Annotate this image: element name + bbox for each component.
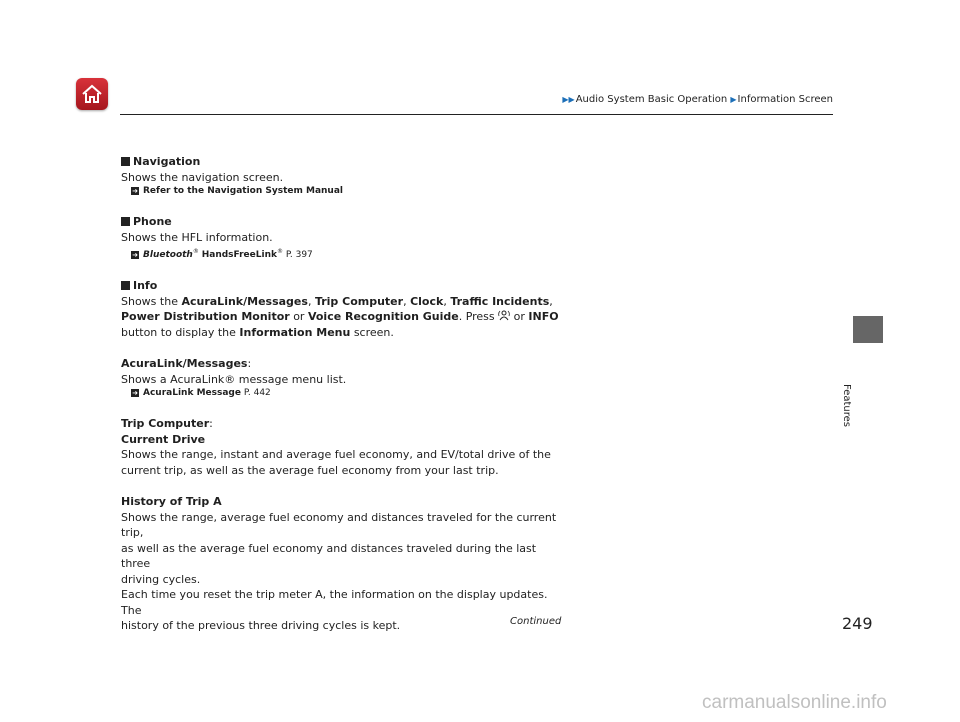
phone-description: Shows the HFL information. — [121, 230, 273, 244]
page-content — [121, 154, 561, 634]
history-text-5: history of the previous three driving cycles is kept. — [121, 619, 401, 632]
section-title-navigation — [121, 154, 561, 170]
current-drive-text-2: current trip, as well as the average fuel economy from your last trip. — [121, 463, 499, 477]
header-divider — [120, 114, 833, 115]
chapter-tab-label: Features — [841, 384, 852, 427]
reference-italic-text: Bluetooth — [143, 250, 193, 260]
reference-arrow-icon: ➜ — [132, 389, 138, 397]
history-trip-a-heading: History of Trip A — [121, 495, 222, 508]
phone-reference-link[interactable]: ➜ Bluetooth® HandsFreeLink® P. 397 — [132, 248, 313, 260]
trip-computer-heading: Trip Computer: — [121, 417, 213, 430]
breadcrumb-arrow-icon: ▶ — [730, 95, 737, 104]
section-title-text: Info — [133, 279, 158, 292]
navigation-reference-link[interactable] — [121, 185, 561, 198]
history-text-1: Shows the range, average fuel economy and distances traveled for the current trip, — [121, 510, 557, 539]
current-drive-heading: Current Drive — [121, 432, 206, 446]
reference-page: P. 397 — [285, 250, 313, 260]
history-text-4: Each time you reset the trip meter A, the information on the display updates. The — [121, 588, 548, 617]
navigation-description: Shows the navigation screen. — [121, 170, 284, 184]
info-description: Shows the AcuraLink/Messages, Trip Computer, Clock, Traffic Incidents, Power Distribution Monitor or Voice Recognition Guide. Press or INFO button to display the Information Menu screen. — [121, 294, 559, 339]
bullet-square-icon — [121, 157, 130, 166]
section-title-info — [121, 278, 561, 294]
reference-text: Refer to the Navigation System Manual — [143, 186, 343, 196]
acuralink-description: Shows a AcuraLink® message menu list. — [121, 372, 347, 386]
breadcrumb-item-audio[interactable]: Audio System Basic Operation — [575, 94, 728, 105]
bullet-square-icon — [121, 281, 130, 290]
bullet-square-icon — [121, 217, 130, 226]
section-title-phone — [121, 214, 561, 230]
breadcrumb — [562, 94, 833, 105]
home-icon — [81, 84, 103, 104]
history-text-2: as well as the average fuel economy and distances traveled during the last three — [121, 541, 537, 570]
current-drive-text-1: Shows the range, instant and average fuel economy, and EV/total drive of the — [121, 448, 551, 461]
reference-page: P. 442 — [243, 388, 271, 398]
reference-text: HandsFreeLink — [201, 250, 277, 260]
acuralink-heading: AcuraLink/Messages: — [121, 357, 252, 370]
section-title-text: Phone — [133, 215, 172, 228]
page-number: 249 — [842, 614, 873, 633]
reference-arrow-icon: ➜ — [132, 187, 138, 195]
reference-text: AcuraLink Message — [143, 388, 241, 398]
talk-button-icon — [498, 310, 510, 321]
continued-label: Continued — [510, 616, 562, 627]
history-text-3: driving cycles. — [121, 572, 201, 586]
breadcrumb-arrow-icon: ▶▶ — [562, 95, 575, 104]
breadcrumb-item-info-screen[interactable]: Information Screen — [737, 94, 833, 105]
home-button[interactable] — [76, 78, 108, 110]
reference-arrow-icon: ➜ — [132, 251, 138, 259]
acuralink-reference-link[interactable] — [121, 387, 561, 400]
chapter-tab[interactable] — [853, 316, 883, 343]
section-title-text: Navigation — [133, 155, 201, 168]
watermark: carmanualsonline.info — [702, 692, 887, 713]
